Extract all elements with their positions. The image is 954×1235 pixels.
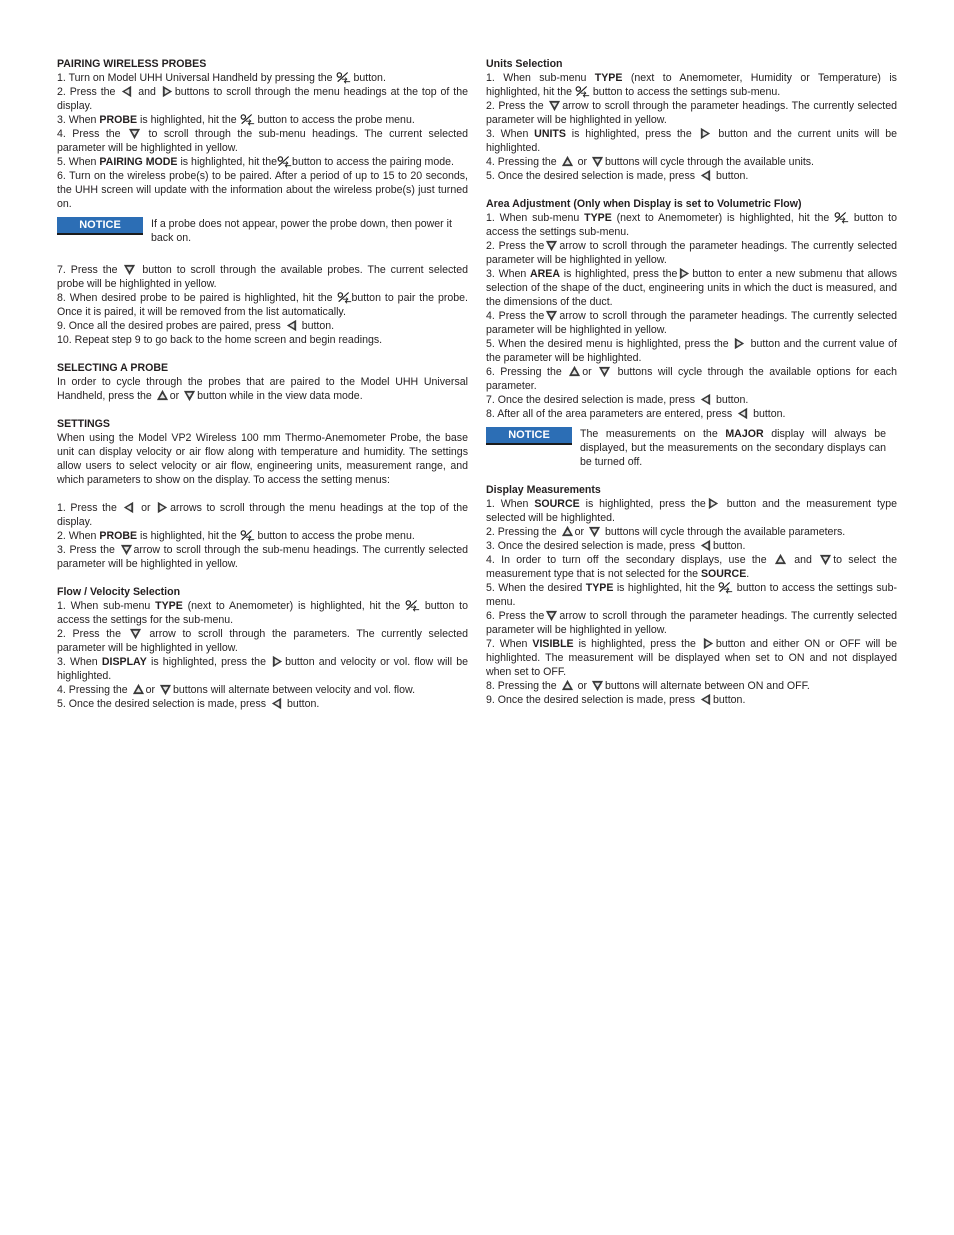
right-arrow-icon <box>677 267 692 280</box>
select-button-icon <box>718 581 733 594</box>
up-arrow-icon <box>560 679 575 692</box>
down-arrow-icon <box>122 263 137 276</box>
display-step-8: 8. Pressing the or buttons will alternate between ON and OFF. <box>486 680 810 692</box>
left-arrow-icon <box>735 407 750 420</box>
area-step-5: 5. When the desired menu is highlighted, press the button and the current value of the parameter will be highlighted. <box>486 338 897 364</box>
flow-heading: Flow / Velocity Selection <box>57 586 181 598</box>
left-arrow-icon <box>121 501 136 514</box>
display-step-6: 6. Press the arrow to scroll through the parameter headings. The currently selected parameter will be highlighted in yellow. <box>486 610 898 636</box>
pairing-step-6: 6. Turn on the wireless probe(s) to be paired. After a period of up to 15 to 20 seconds, the UHH screen will update with the information about the wireless probe(s) just turned on. <box>57 170 468 210</box>
left-arrow-icon <box>284 319 299 332</box>
down-arrow-icon <box>158 683 173 696</box>
flow-step-4: 4. Pressing the or buttons will alternate between velocity and vol. flow. <box>57 684 416 696</box>
pairing-step-4: 4. Press the to scroll through the sub-menu headings. The current selected parameter will be highlighted in yellow. <box>57 128 468 154</box>
down-arrow-icon <box>547 99 562 112</box>
down-arrow-icon <box>544 609 559 622</box>
select-button-icon <box>336 71 351 84</box>
area-step-7: 7. Once the desired selection is made, press button. <box>486 394 749 406</box>
notice-text: The measurements on the MAJOR display will always be displayed, but the measurements on the secondary displays can be turned off. <box>580 428 886 468</box>
pairing-step-7: 7. Press the button to scroll through the available probes. The current selected probe will be highlighted in yellow. <box>57 264 468 290</box>
units-step-3: 3. When UNITS is highlighted, press the button and the current units will be highlighted. <box>486 128 897 154</box>
left-arrow-icon <box>698 539 713 552</box>
up-arrow-icon <box>773 553 788 566</box>
down-arrow-icon <box>544 239 559 252</box>
right-arrow-icon <box>270 655 285 668</box>
area-notice <box>486 427 897 469</box>
down-arrow-icon <box>818 553 833 566</box>
select-button-icon <box>834 211 849 224</box>
right-arrow-icon <box>160 85 175 98</box>
display-step-3: 3. Once the desired selection is made, press button. <box>486 540 746 552</box>
display-step-4: 4. In order to turn off the secondary displays, use the and to select the measurement type that is not selected for the SOURCE. <box>486 554 898 580</box>
up-arrow-icon <box>155 389 170 402</box>
display-step-2: 2. Pressing the or buttons will cycle through the available parameters. <box>486 526 846 538</box>
settings-step-1: 1. Press the or arrows to scroll through the menu headings at the top of the display. <box>57 502 469 528</box>
right-arrow-icon <box>701 637 716 650</box>
display-heading: Display Measurements <box>486 484 601 496</box>
settings-intro: When using the Model VP2 Wireless 100 mm Thermo-Anemometer Probe, the base unit can display velocity or air flow along with temperature and humidity. The settings allow users to select velocity or air flow, engineering units, measurement range, and which parameters to show on the display. To access the setting menus: <box>57 432 468 486</box>
pairing-step-1: 1. Turn on Model UHH Universal Handheld by pressing the button. <box>57 72 386 84</box>
up-arrow-icon <box>560 155 575 168</box>
display-step-7: 7. When VISIBLE is highlighted, press the button and either ON or OFF will be highlighted. The measurement will be displayed when set to ON and not displayed when set to OFF. <box>486 638 898 678</box>
units-step-4: 4. Pressing the or buttons will cycle through the available units. <box>486 156 815 168</box>
down-arrow-icon <box>590 155 605 168</box>
select-button-icon <box>405 599 420 612</box>
flow-step-5: 5. Once the desired selection is made, press button. <box>57 698 320 710</box>
display-step-1: 1. When SOURCE is highlighted, press the button and the measurement type selected will be highlighted. <box>486 498 898 524</box>
settings-heading: SETTINGS <box>57 418 110 430</box>
right-arrow-icon <box>155 501 170 514</box>
notice-text: If a probe does not appear, power the probe down, then power it back on. <box>151 218 452 244</box>
area-step-3: 3. When AREA is highlighted, press the button to enter a new submenu that allows selection of the shape of the duct, engineering units in which the duct is measured, and the dimensions of the duct. <box>486 268 897 308</box>
flow-step-1: 1. When sub-menu TYPE (next to Anemometer) is highlighted, hit the button to access the settings for the sub-menu. <box>57 600 468 626</box>
pairing-step-2: 2. Press the and buttons to scroll through the menu headings at the top of the display. <box>57 86 468 112</box>
area-step-1: 1. When sub-menu TYPE (next to Anemometer) is highlighted, hit the button to access the settings sub-menu. <box>486 212 897 238</box>
right-column <box>486 57 897 707</box>
left-arrow-icon <box>119 85 134 98</box>
selecting-paragraph: In order to cycle through the probes that are paired to the Model UHH Universal Handheld, press the or button while in the view data mode. <box>57 376 468 402</box>
left-arrow-icon <box>269 697 284 710</box>
units-heading: Units Selection <box>486 58 563 70</box>
selecting-heading: SELECTING A PROBE <box>57 362 169 374</box>
right-arrow-icon <box>706 497 721 510</box>
area-step-4: 4. Press the arrow to scroll through the parameter headings. The currently selected parameter will be highlighted in yellow. <box>486 310 898 336</box>
up-arrow-icon <box>560 525 575 538</box>
up-arrow-icon <box>567 365 582 378</box>
notice-badge: NOTICE <box>486 427 572 445</box>
units-step-2: 2. Press the arrow to scroll through the parameter headings. The currently selected parameter will be highlighted in yellow. <box>486 100 897 126</box>
pairing-heading: PAIRING WIRELESS PROBES <box>57 58 207 70</box>
right-arrow-icon <box>698 127 713 140</box>
flow-step-2: 2. Press the arrow to scroll through the parameters. The currently selected parameter will be highlighted in yellow. <box>57 628 468 654</box>
down-arrow-icon <box>182 389 197 402</box>
down-arrow-icon <box>597 365 612 378</box>
pairing-step-10: 10. Repeat step 9 to go back to the home screen and begin readings. <box>57 334 383 346</box>
units-step-1: 1. When sub-menu TYPE (next to Anemometer, Humidity or Temperature) is highlighted, hit the button to access the settings sub-menu. <box>486 72 897 98</box>
pairing-step-8: 8. When desired probe to be paired is highlighted, hit the button to pair the probe. Once it is paired, it will be removed from the list automatically. <box>57 292 468 318</box>
units-step-5: 5. Once the desired selection is made, press button. <box>486 170 749 182</box>
settings-step-3: 3. Press the arrow to scroll through the sub-menu headings. The currently selected parameter will be highlighted in yellow. <box>57 544 468 570</box>
select-button-icon <box>277 155 292 168</box>
down-arrow-icon <box>590 679 605 692</box>
settings-step-2: 2. When PROBE is highlighted, hit the button to access the probe menu. <box>57 530 415 542</box>
display-step-5: 5. When the desired TYPE is highlighted, hit the button to access the settings sub-menu. <box>486 582 897 608</box>
select-button-icon <box>240 529 255 542</box>
select-button-icon <box>575 85 590 98</box>
area-step-2: 2. Press the arrow to scroll through the parameter headings. The currently selected parameter will be highlighted in yellow. <box>486 240 898 266</box>
area-step-6: 6. Pressing the or buttons will cycle through the available options for each parameter. <box>486 366 897 392</box>
pairing-step-5: 5. When PAIRING MODE is highlighted, hit the button to access the pairing mode. <box>57 156 454 168</box>
right-arrow-icon <box>732 337 747 350</box>
down-arrow-icon <box>544 309 559 322</box>
area-heading: Area Adjustment (Only when Display is set to Volumetric Flow) <box>486 198 802 210</box>
down-arrow-icon <box>127 127 142 140</box>
left-arrow-icon <box>698 169 713 182</box>
pairing-step-9: 9. Once all the desired probes are paired, press button. <box>57 320 335 332</box>
up-arrow-icon <box>131 683 146 696</box>
left-column <box>57 57 468 711</box>
flow-step-3: 3. When DISPLAY is highlighted, press the button and velocity or vol. flow will be highlighted. <box>57 656 468 682</box>
pairing-notice <box>57 217 468 245</box>
down-arrow-icon <box>587 525 602 538</box>
down-arrow-icon <box>119 543 134 556</box>
select-button-icon <box>337 291 352 304</box>
display-step-9: 9. Once the desired selection is made, press button. <box>486 694 746 706</box>
notice-badge: NOTICE <box>57 217 143 235</box>
down-arrow-icon <box>128 627 143 640</box>
select-button-icon <box>240 113 255 126</box>
left-arrow-icon <box>698 393 713 406</box>
left-arrow-icon <box>698 693 713 706</box>
area-step-8: 8. After all of the area parameters are entered, press button. <box>486 408 786 420</box>
pairing-step-3: 3. When PROBE is highlighted, hit the button to access the probe menu. <box>57 114 415 126</box>
